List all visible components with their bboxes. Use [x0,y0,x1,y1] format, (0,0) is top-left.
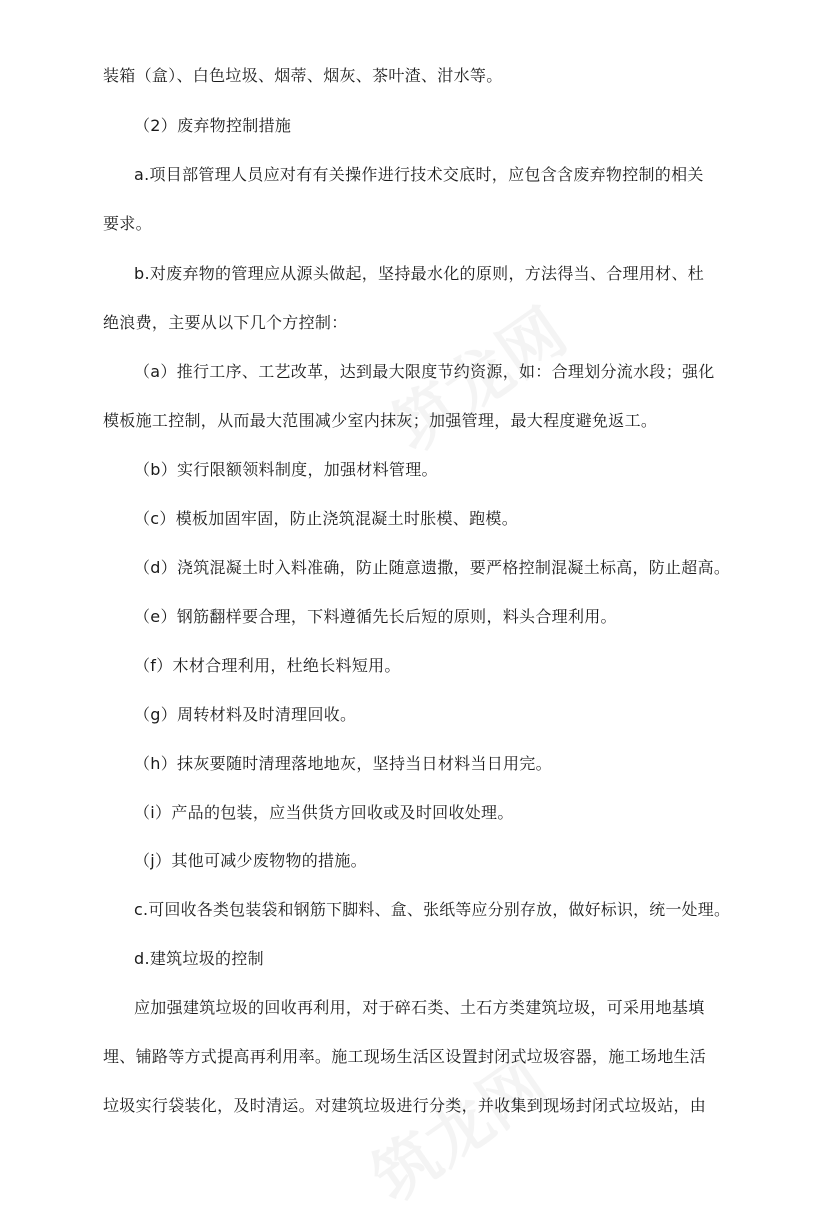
list-item: （g）周转材料及时清理回收。 [134,705,357,724]
section-heading: d.建筑垃圾的控制 [134,949,264,968]
paragraph-line: a.项目部管理人员应对有有关操作进行技术交底时，应包含含废弃物控制的相关 [134,165,704,184]
paragraph-line: b.对废弃物的管理应从源头做起，坚持最水化的原则，方法得当、合理用材、杜 [134,264,705,283]
paragraph-line: c.可回收各类包装袋和钢筋下脚料、盒、张纸等应分别存放，做好标识，统一处理。 [134,900,731,919]
paragraph-line: 装箱（盒）、白色垃圾、烟蒂、烟灰、茶叶渣、泔水等。 [103,66,503,85]
list-item: （i）产品的包装，应当供货方回收或及时回收处理。 [134,803,514,822]
list-item: （c）模板加固牢固，防止浇筑混凝土时胀模、跑模。 [134,509,518,528]
paragraph-line: 埋、铺路等方式提高再利用率。施工现场生活区设置封闭式垃圾容器，施工场地生活 [103,1047,707,1066]
list-item: （d）浇筑混凝土时入料准确，防止随意遗撒，要严格控制混凝土标高，防止超高。 [134,558,731,577]
section-heading: （2）废弃物控制措施 [134,116,292,135]
list-item: （j）其他可减少废物物的措施。 [134,851,367,870]
paragraph-line: 要求。 [103,214,152,233]
paragraph-line: 绝浪费，主要从以下几个方控制： [103,313,348,332]
paragraph-line: 垃圾实行袋装化，及时清运。对建筑垃圾进行分类，并收集到现场封闭式垃圾站，由 [103,1096,707,1115]
list-item: （h）抹灰要随时清理落地地灰，坚持当日材料当日用完。 [134,754,552,773]
paragraph-line: 模板施工控制，从而最大范围减少室内抹灰；加强管理，最大程度避免返工。 [103,411,658,430]
list-item: （e）钢筋翻样要合理，下料遵循先长后短的原则，料头合理利用。 [134,607,617,626]
list-item: （b）实行限额领料制度，加强材料管理。 [134,460,438,479]
list-item: （a）推行工序、工艺改革，达到最大限度节约资源，如：合理划分流水段；强化 [134,362,715,381]
paragraph-line: 应加强建筑垃圾的回收再利用，对于碎石类、土石方类建筑垃圾，可采用地基填 [134,998,705,1017]
list-item: （f）木材合理利用，杜绝长料短用。 [134,656,401,675]
